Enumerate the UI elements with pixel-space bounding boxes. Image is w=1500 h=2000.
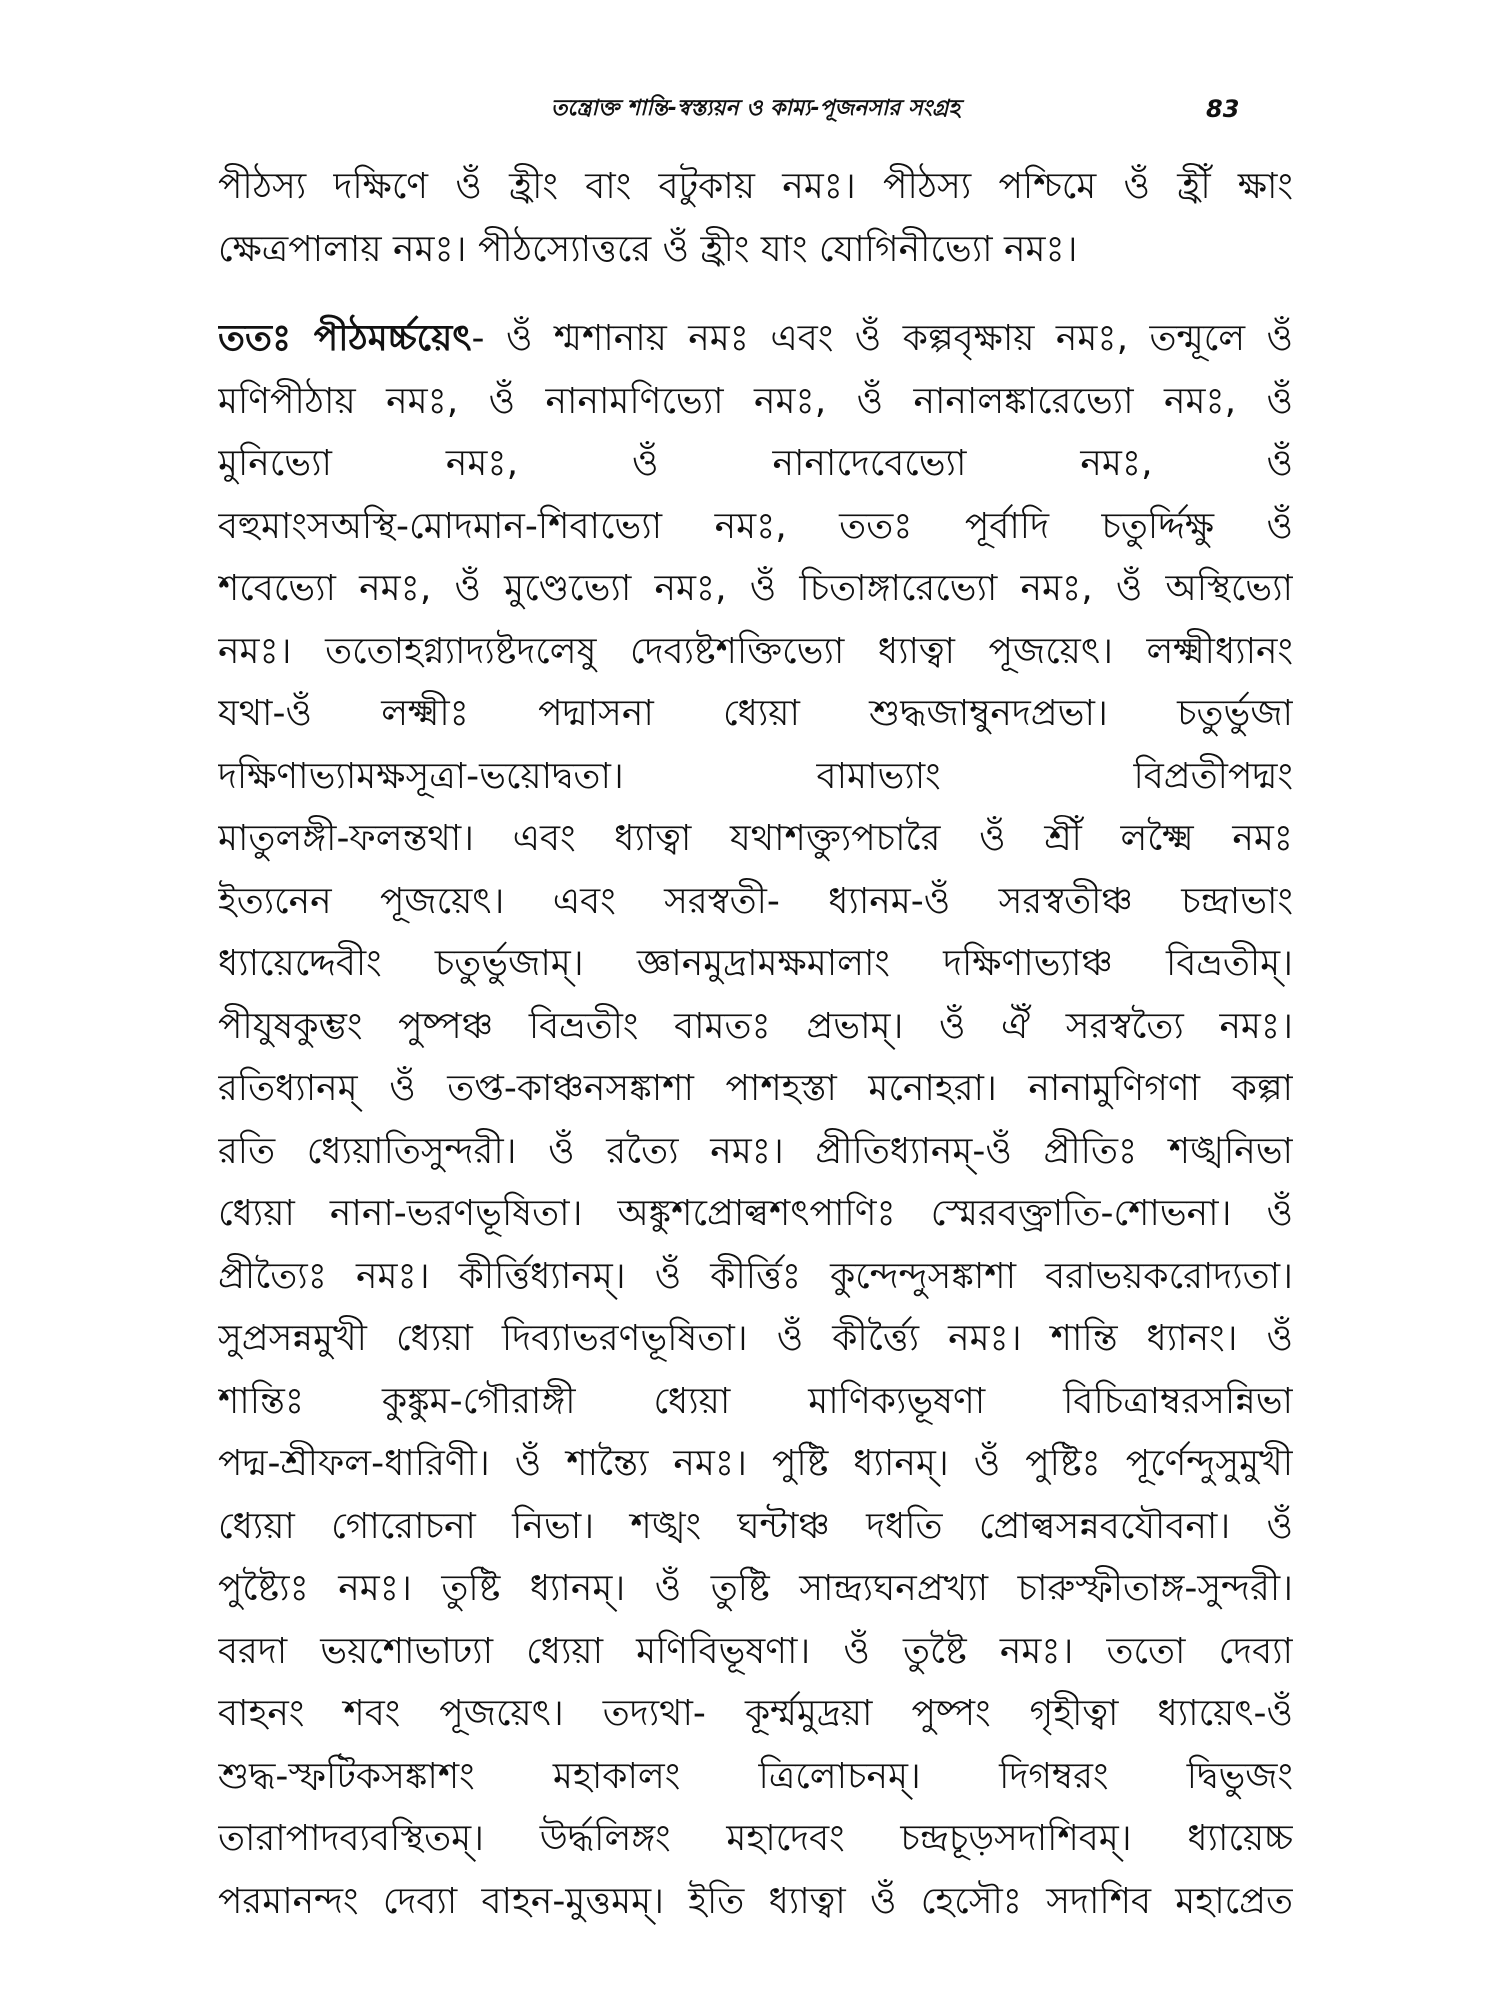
text-line: রতি ধ্যেয়াতিসুন্দরী। ওঁ রত্যৈ নমঃ। প্রীতিধ্যানম্-ওঁ প্রীতিঃ শঙ্খনিভা [218,1130,1293,1172]
text-line: মণিপীঠায় নমঃ, ওঁ নানামণিভ্যো নমঃ, ওঁ নানালঙ্কারেভ্যো নমঃ, ওঁ [218,380,1293,422]
text-line: মাতুলঙ্গী-ফলন্তথা। এবং ধ্যাত্বা যথাশক্ত্যুপচারৈ ওঁ শ্রীঁ লক্ষ্মৈ নমঃ [218,818,1293,859]
text-line: দক্ষিণাভ্যামক্ষসূত্রা-ভয়োদ্বতা। বামাভ্যাং বিপ্রতীপদ্মং [218,755,1293,797]
text-line [218,308,1293,371]
text-line: পীঠস্য দক্ষিণে ওঁ হ্রীং বাং বটুকায় নমঃ। পীঠস্য পশ্চিমে ওঁ হ্রীঁ ক্ষাং [218,166,1293,207]
text-line: নমঃ। ততোহগ্ন্যাদ্যষ্টদলেষু দেব্যষ্টশক্তিভ্যো ধ্যাত্বা পূজয়েৎ। লক্ষ্মীধ্যানং [218,630,1293,672]
bold-lead-phrase: ততঃ পীঠমর্চ্চয়েৎ [218,318,472,359]
paragraph [218,155,1293,281]
page-number: 83 [1206,95,1240,123]
text-line: শান্তিঃ কুঙ্কুম-গৌরাঙ্গী ধ্যেয়া মাণিক্যভূষণা বিচিত্রাম্বরসন্নিভা [218,1380,1293,1422]
text-line: বরদা ভয়শোভাঢ্যা ধ্যেয়া মণিবিভূষণা। ওঁ তুষ্টৈ নমঃ। ততো দেব্যা [218,1630,1293,1672]
text-line: পরমানন্দং দেব্যা বাহন-মুত্তমম্। ইতি ধ্যাত্বা ওঁ হেসৌঃ সদাশিব মহাপ্রেত [218,1880,1293,1922]
text-line: পদ্ম-শ্রীফল-ধারিণী। ওঁ শান্ত্যৈ নমঃ। পুষ্টি ধ্যানম্। ওঁ পুষ্টিঃ পূর্ণেন্দুসুমুখী [218,1443,1293,1484]
body-text [218,155,1293,1933]
text-line: ক্ষেত্রপালায় নমঃ। পীঠস্যোত্তরে ওঁ হ্রীং যাং যোগিনীভ্যো নমঃ। [218,229,1078,270]
text-line: ধ্যেয়া গোরোচনা নিভা। শঙ্খং ঘন্টাঞ্চ দধতি প্রোল্বসন্নবযৌবনা। ওঁ [218,1505,1293,1547]
text-line: শবেভ্যো নমঃ, ওঁ মুণ্ডেভ্যো নমঃ, ওঁ চিতাঙ্গারেভ্যো নমঃ, ওঁ অস্থিভ্যো [218,568,1293,609]
text-line: ইত্যনেন পূজয়েৎ। এবং সরস্বতী- ধ্যানম-ওঁ সরস্বতীঞ্চ চন্দ্রাভাং [218,880,1293,922]
text-line: মুনিভ্যো নমঃ, ওঁ নানাদেবেভ্যো নমঃ, ওঁ [218,443,1293,484]
paragraph [218,308,1293,1933]
text-line: বহুমাংসঅস্থি-মোদমান-শিবাভ্যো নমঃ, ততঃ পূর্বাদি চতুর্দ্দিক্ষু ওঁ [218,505,1293,547]
running-header [0,92,1500,126]
text-line: তারাপাদব্যবস্থিতম্। উর্দ্ধলিঙ্গং মহাদেবং চন্দ্রচূড়সদাশিবম্। ধ্যায়েচ্চ [218,1818,1293,1859]
text-line: পুষ্ট্যৈঃ নমঃ। তুষ্টি ধ্যানম্। ওঁ তুষ্টি সান্দ্র্যঘনপ্রখ্যা চারুস্ফীতাঙ্গ-সুন্দরী। [218,1568,1293,1609]
text-line: শুদ্ধ-স্ফটিকসঙ্কাশং মহাকালং ত্রিলোচনম্। দিগম্বরং দ্বিভুজং [218,1755,1293,1797]
text-line: যথা-ওঁ লক্ষ্মীঃ পদ্মাসনা ধ্যেয়া শুদ্ধজাম্বুনদপ্রভা। চতুর্ভুজা [218,693,1293,734]
text-line: পীযুষকুম্ভং পুষ্পঞ্চ বিভ্রতীং বামতঃ প্রভাম্। ওঁ ঐঁ সরস্বত্যৈ নমঃ। [218,1005,1293,1047]
text-line: প্রীত্যৈঃ নমঃ। কীর্ত্তিধ্যানম্। ওঁ কীর্ত্তিঃ কুন্দেন্দুসঙ্কাশা বরাভয়করোদ্যতা। [218,1255,1293,1297]
text-line: বাহনং শবং পূজয়েৎ। তদ্যথা- কূর্ম্মমুদ্রয়া পুষ্পং গৃহীত্বা ধ্যায়েৎ-ওঁ [218,1693,1293,1734]
text-line: ধ্যেয়া নানা-ভরণভূষিতা। অঙ্কুশপ্রোল্বশৎপাণিঃ স্মেরবক্ত্রাতি-শোভনা। ওঁ [218,1193,1293,1234]
running-title: তন্ত্রোক্ত শান্তি-স্বস্ত্যয়ন ও কাম্য-পূজনসার সংগ্রহ [550,96,961,121]
text-line: ধ্যায়েদ্দেবীং চতুর্ভুজাম্। জ্ঞানমুদ্রামক্ষমালাং দক্ষিণাভ্যাঞ্চ বিভ্রতীম্। [218,943,1293,984]
text-line: সুপ্রসন্নমুখী ধ্যেয়া দিব্যাভরণভূষিতা। ওঁ কীর্ত্ত্যৈ নমঃ। শান্তি ধ্যানং। ওঁ [218,1318,1293,1359]
text-line: রতিধ্যানম্ ওঁ তপ্ত-কাঞ্চনসঙ্কাশা পাশহস্তা মনোহরা। নানামুণিগণা কল্পা [218,1068,1293,1109]
text-line-rest: - ওঁ শ্মশানায় নমঃ এবং ওঁ কল্পবৃক্ষায় নমঃ, তন্মূলে ওঁ [471,318,1293,359]
